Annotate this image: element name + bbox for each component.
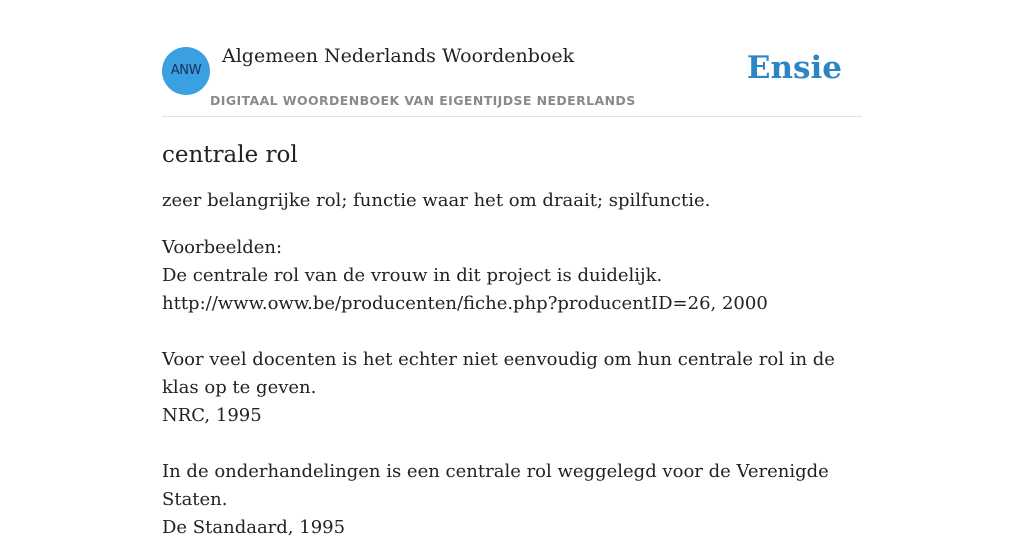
examples-label: Voorbeelden:: [162, 237, 283, 258]
example-text: De centrale rol van de vrouw in dit project is duidelijk.: [162, 265, 663, 286]
example-source: NRC, 1995: [162, 405, 262, 426]
example-source: De Standaard, 1995: [162, 517, 346, 538]
example-source: http://www.oww.be/producenten/fiche.php?producentID=26, 2000: [162, 293, 768, 314]
anw-logo[interactable]: ANW: [162, 47, 210, 95]
examples-section: [162, 234, 862, 542]
example-item: [162, 262, 862, 318]
site-header: [162, 0, 862, 117]
page-title: centrale rol: [162, 142, 298, 168]
site-subtitle: DIGITAAL WOORDENBOEK VAN EIGENTIJDSE NEDERLANDS: [210, 93, 636, 108]
example-text: In de onderhandelingen is een centrale rol weggelegd voor de Verenigde Staten.: [162, 461, 829, 510]
site-title[interactable]: Algemeen Nederlands Woordenboek: [222, 45, 575, 67]
ensie-brand-logo[interactable]: Ensie: [746, 50, 842, 86]
example-item: [162, 346, 862, 430]
example-text: Voor veel docenten is het echter niet eenvoudig om hun centrale rol in de klas op te geven.: [162, 349, 835, 398]
example-item: [162, 458, 862, 542]
definition-text: zeer belangrijke rol; functie waar het om draait; spilfunctie.: [162, 190, 711, 211]
entry-content: [162, 137, 862, 542]
